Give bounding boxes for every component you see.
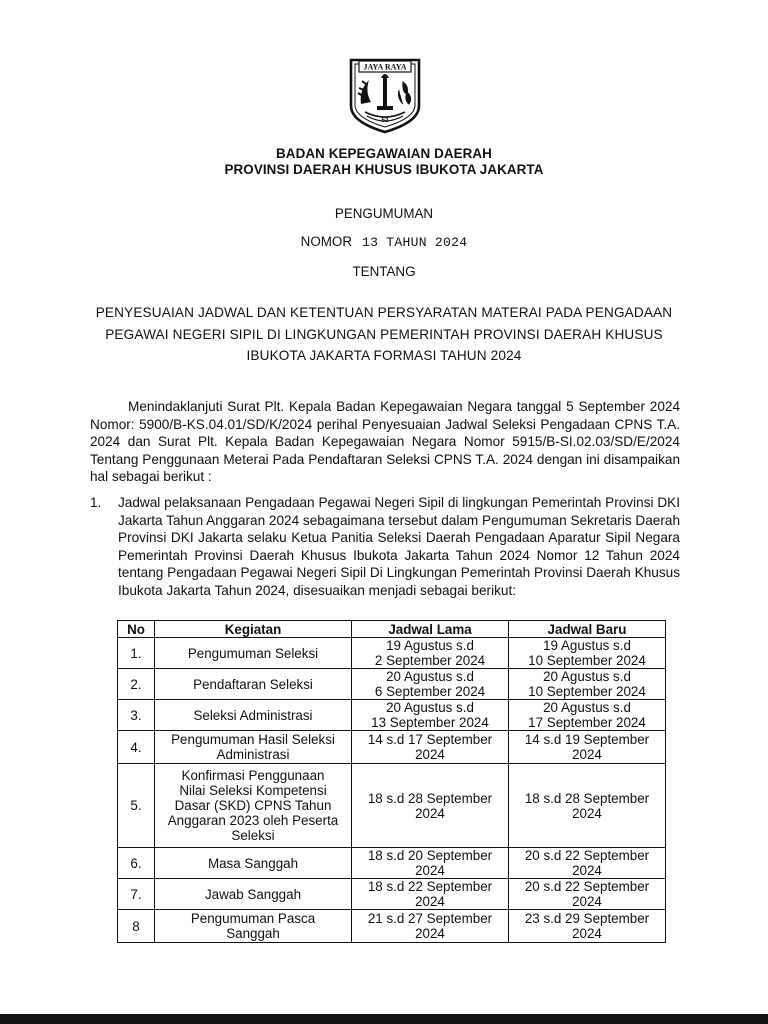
cell-kegiatan-line: Anggaran 2023 oleh Peserta (167, 813, 339, 828)
cell-jadwal-lama-line: 18 s.d 28 September (367, 790, 493, 806)
header-agency: BADAN KEPEGAWAIAN DAERAH (276, 146, 492, 161)
cell-kegiatan (155, 764, 352, 848)
cell-jadwal-baru-line: 19 Agustus s.d (543, 638, 631, 653)
table-row (118, 700, 666, 731)
cell-jadwal-baru-line: 17 September 2024 (528, 715, 646, 730)
cell-jadwal-lama-line: 2 September 2024 (374, 653, 486, 668)
list-item-number: 1. (90, 495, 102, 510)
cell-jadwal-lama (352, 638, 509, 669)
cell-jadwal-lama-line: 13 September 2024 (371, 715, 489, 730)
header-kegiatan: Kegiatan (155, 621, 352, 638)
cell-no: 3. (118, 700, 155, 731)
cell-kegiatan: Pendaftaran Seleksi (155, 669, 352, 700)
cell-no: 4. (118, 731, 155, 764)
cell-kegiatan (155, 731, 352, 764)
cell-jadwal-baru-line: 20 s.d 22 September (524, 848, 650, 863)
announcement-title: PENYESUAIAN JADWAL DAN KETENTUAN PERSYARATAN MATERAI PADA PENGADAAN PEGAWAI NEGERI SIPIL DI LINGKUNGAN PEMERINTAH PROVINSI DAERAH KHUSUS IBUKOTA JAKARTA FORMASI TAHUN 2024 (95, 305, 673, 363)
cell-jadwal-baru (509, 848, 666, 879)
nomor-value: 13 TAHUN 2024 (362, 235, 468, 250)
header-no: No (118, 621, 155, 638)
cell-no: 7. (118, 879, 155, 910)
announcement-number (0, 234, 768, 250)
cell-jadwal-baru (509, 879, 666, 910)
cell-jadwal-baru (509, 764, 666, 848)
cell-jadwal-baru-line: 14 s.d 19 September (524, 732, 650, 747)
cell-jadwal-lama-line: 18 s.d 20 September (367, 848, 493, 863)
table-row (118, 669, 666, 700)
cell-jadwal-lama (352, 700, 509, 731)
cell-jadwal-lama-line: 2024 (415, 926, 445, 941)
cell-kegiatan: Seleksi Administrasi (155, 700, 352, 731)
cell-kegiatan-line: Seleksi (231, 828, 275, 843)
header-jadwal-baru: Jadwal Baru (509, 621, 666, 638)
cell-jadwal-lama (352, 848, 509, 879)
cell-jadwal-baru-line: 20 s.d 22 September (524, 879, 650, 894)
cell-no: 5. (118, 764, 155, 848)
cell-jadwal-lama-line: 2024 (415, 894, 445, 909)
cell-kegiatan-line: Administrasi (216, 747, 290, 762)
cell-kegiatan: Pengumuman Seleksi (155, 638, 352, 669)
cell-jadwal-lama-line: 2024 (415, 863, 445, 878)
cell-jadwal-lama-line: 6 September 2024 (374, 684, 486, 699)
table-row (118, 764, 666, 848)
cell-jadwal-baru-line: 2024 (572, 747, 602, 762)
table-row (118, 910, 666, 943)
cell-jadwal-lama-line: 20 Agustus s.d (386, 669, 474, 684)
jakarta-crest-icon (347, 56, 423, 134)
cell-kegiatan-line: Dasar (SKD) CPNS Tahun (174, 798, 332, 813)
cell-kegiatan: Jawab Sanggah (155, 879, 352, 910)
cell-jadwal-baru-line: 18 s.d 28 September (524, 790, 650, 806)
table-row (118, 638, 666, 669)
cell-jadwal-baru-line: 2024 (572, 863, 602, 878)
cell-kegiatan-line: Pengumuman Pasca (190, 911, 316, 926)
header-province: PROVINSI DAERAH KHUSUS IBUKOTA JAKARTA (224, 162, 544, 177)
cell-jadwal-lama-line: 21 s.d 27 September (367, 911, 493, 926)
cell-jadwal-baru (509, 638, 666, 669)
cell-no: 8 (118, 910, 155, 943)
cell-jadwal-lama-line: 2024 (415, 747, 445, 762)
cell-kegiatan-line: Sanggah (226, 926, 280, 941)
cell-jadwal-lama (352, 731, 509, 764)
cell-jadwal-baru (509, 700, 666, 731)
cell-jadwal-lama-line: 20 Agustus s.d (386, 700, 474, 715)
cell-jadwal-baru-line: 10 September 2024 (528, 684, 646, 699)
cell-no: 1. (118, 638, 155, 669)
cell-jadwal-lama (352, 910, 509, 943)
cell-kegiatan-line: Nilai Seleksi Kompetensi (179, 783, 327, 798)
cell-jadwal-lama (352, 669, 509, 700)
announcement-label: PENGUMUMAN (334, 206, 434, 221)
cell-kegiatan (155, 910, 352, 943)
cell-jadwal-baru (509, 669, 666, 700)
cell-jadwal-baru-line: 10 September 2024 (528, 653, 646, 668)
cell-no: 6. (118, 848, 155, 879)
crest-banner-text: JAYA RAYA (363, 62, 407, 72)
cell-jadwal-baru-line: 20 Agustus s.d (543, 700, 631, 715)
list-item-text: Jadwal pelaksanaan Pengadaan Pegawai Negeri Sipil di lingkungan Pemerintah Provinsi DKI Jakarta Tahun Anggaran 2024 sebagaimana tersebut dalam Pengumuman Sekretaris Daerah Provinsi DKI Jakarta selaku Ketua Panitia Seleksi Daerah Pengadaan Aparatur Sipil Negara Pemerintah Provinsi Daerah Khusus Ibukota Jakarta Tahun 2024 Nomor 12 Tahun 2024 tentang Pengadaan Pegawai Negeri Sipil Di Lingkungan Pemerintah Provinsi Daerah Khusus Ibukota Jakarta Tahun 2024, disesuaikan menjadi sebagai berikut: (118, 495, 680, 598)
table-header-row (118, 621, 666, 638)
header-jadwal-lama: Jadwal Lama (352, 621, 509, 638)
cell-jadwal-baru (509, 910, 666, 943)
tentang-label: TENTANG (352, 264, 416, 279)
cell-jadwal-baru (509, 731, 666, 764)
table-row (118, 731, 666, 764)
cell-jadwal-baru-line: 2024 (572, 926, 602, 941)
crest-number: 52 (381, 117, 389, 124)
cell-jadwal-baru-line: 20 Agustus s.d (543, 669, 631, 684)
intro-paragraph: Menindaklanjuti Surat Plt. Kepala Badan Kepegawaian Negara tanggal 5 September 2024 Nomor: 5900/B-KS.04.01/SD/K/2024 perihal Penyesuaian Jadwal Seleksi Pengadaan CPNS T.A. 2024 dan Surat Plt. Kepala Badan Kepegawaian Negara Nomor 5915/B-SI.02.03/SD/E/2024 Tentang Penggunaan Meterai Pada Pendaftaran Seleksi CPNS T.A. 2024 dengan ini disampaikan hal sebagai berikut : (90, 399, 680, 485)
scan-bottom-edge (0, 1014, 768, 1024)
nomor-label: NOMOR (300, 234, 352, 249)
cell-jadwal-lama-line: 14 s.d 17 September (367, 732, 493, 747)
cell-jadwal-baru-line: 2024 (572, 894, 602, 909)
cell-kegiatan-line: Konfirmasi Penggunaan (181, 768, 325, 783)
cell-jadwal-baru-line: 2024 (572, 805, 602, 821)
cell-jadwal-baru-line: 23 s.d 29 September (524, 911, 650, 926)
cell-jadwal-lama-line: 18 s.d 22 September (367, 879, 493, 894)
cell-jadwal-lama (352, 879, 509, 910)
cell-jadwal-lama-line: 19 Agustus s.d (386, 638, 474, 653)
table-row (118, 879, 666, 910)
cell-jadwal-lama-line: 2024 (415, 805, 445, 821)
cell-no: 2. (118, 669, 155, 700)
cell-kegiatan-line: Pengumuman Hasil Seleksi (171, 732, 335, 747)
schedule-table (117, 620, 666, 943)
cell-kegiatan: Masa Sanggah (155, 848, 352, 879)
table-row (118, 848, 666, 879)
cell-jadwal-lama (352, 764, 509, 848)
